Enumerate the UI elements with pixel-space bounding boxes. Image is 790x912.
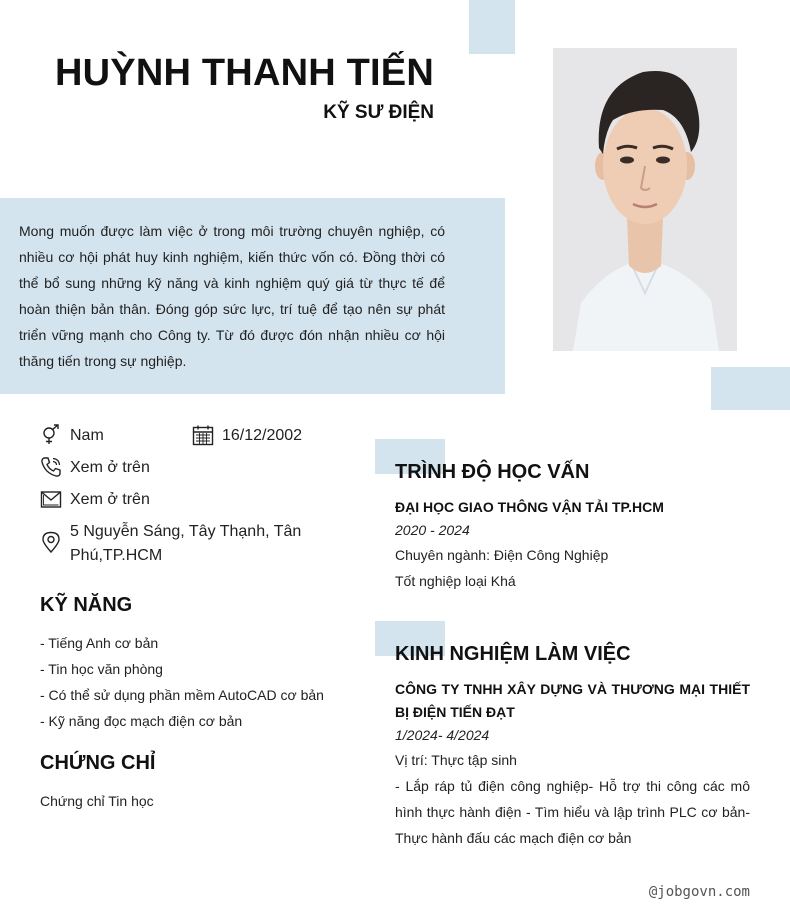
career-objective — [0, 198, 505, 394]
objective-text: Mong muốn được làm việc ở trong môi trường chuyên nghiệp, có nhiều cơ hội phát huy kinh nghiệm, kiến thức vốn có. Đồng thời có thể bổ sung những kỹ năng và kinh nghiệm quý giá từ thực tế để hoàn thiện bản thân. Đóng góp sức lực, trí tuệ để tạo nên sự phát triển vững mạnh cho Công ty. Từ đó được đón nhận nhiều cơ hội thăng tiến trong sự nghiệp. — [19, 223, 445, 369]
list-item: - Kỹ năng đọc mạch điện cơ bản — [40, 713, 243, 729]
experience-description: - Lắp ráp tủ điện công nghiệp- Hỗ trợ thi công các mô hình thực hành điện - Tìm hiểu và lập trình PLC cơ bản- Thực hành đấu các mạch điện cơ bản — [395, 778, 750, 846]
gender-icon — [40, 424, 62, 446]
decorative-block-right — [711, 367, 790, 410]
list-item: - Tin học văn phòng — [40, 661, 163, 677]
education-major: Chuyên ngành: Điện Công Nghiệp — [395, 547, 609, 563]
list-item: Chứng chỉ Tin học — [40, 793, 154, 809]
education-period: 2020 - 2024 — [395, 522, 470, 538]
address-value: 5 Nguyễn Sáng, Tây Thạnh, Tân Phú,TP.HCM — [70, 523, 302, 564]
list-item: - Có thể sử dụng phần mềm AutoCAD cơ bản — [40, 687, 324, 703]
skills-title: KỸ NĂNG — [40, 594, 133, 616]
experience-company: CÔNG TY TNHH XÂY DỰNG VÀ THƯƠNG MẠI THIẾT BỊ ĐIỆN TIẾN ĐẠT — [395, 681, 750, 720]
certificates-title: CHỨNG CHỈ — [40, 752, 156, 774]
list-item: - Tiếng Anh cơ bản — [40, 635, 159, 651]
contact-birthdate — [192, 424, 302, 448]
profile-photo — [553, 48, 737, 351]
contact-gender — [40, 424, 104, 448]
location-pin-icon — [40, 531, 62, 553]
birthdate-value: 16/12/2002 — [222, 427, 303, 444]
gender-value: Nam — [70, 427, 104, 444]
experience-period: 1/2024- 4/2024 — [395, 727, 490, 743]
skills-list — [40, 630, 324, 734]
contact-address — [40, 520, 310, 568]
education-school: ĐẠI HỌC GIAO THÔNG VẬN TẢI TP.HCM — [395, 499, 664, 515]
contact-email — [40, 488, 150, 512]
job-title: KỸ SƯ ĐIỆN — [323, 102, 434, 123]
watermark: @jobgovn.com — [648, 884, 750, 900]
mail-icon — [40, 488, 62, 510]
email-value: Xem ở trên — [70, 491, 150, 508]
candidate-name: HUỲNH THANH TIẾN — [55, 52, 434, 94]
contact-phone — [40, 456, 150, 480]
phone-icon — [40, 456, 62, 478]
education-title: TRÌNH ĐỘ HỌC VẤN — [395, 461, 590, 483]
certificates-list — [40, 788, 154, 814]
decorative-block-top — [469, 0, 515, 54]
calendar-icon — [192, 424, 214, 446]
phone-value: Xem ở trên — [70, 459, 150, 476]
education-grade: Tốt nghiệp loại Khá — [395, 573, 516, 589]
experience-title: KINH NGHIỆM LÀM VIỆC — [395, 643, 631, 665]
experience-position: Vị trí: Thực tập sinh — [395, 752, 517, 768]
